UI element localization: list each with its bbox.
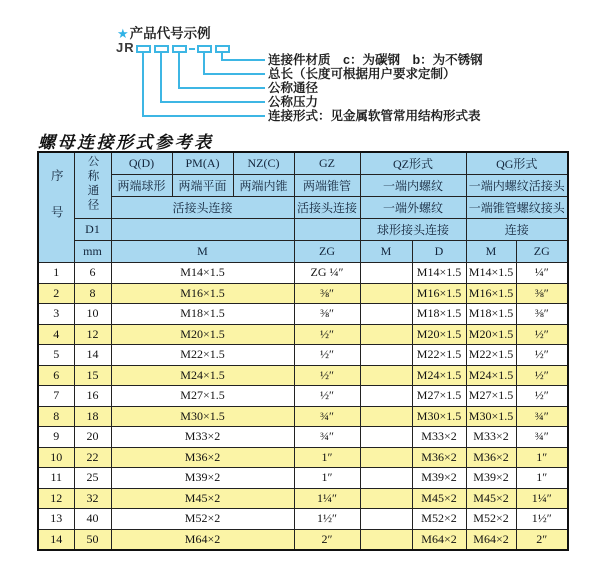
connector-line (203, 73, 265, 75)
header-code-gz: GZ (294, 152, 360, 175)
cell-qz-d: M45×2 (412, 488, 466, 509)
cell-m: M45×2 (111, 488, 294, 509)
cell-zg: ¾″ (294, 406, 360, 427)
cell-qg-zg: 2″ (516, 529, 568, 550)
header-code-qd: Q(D) (111, 152, 172, 175)
cell-qg-m: M30×1.5 (466, 406, 516, 427)
cell-dn: 20 (74, 427, 111, 448)
header-code-qg: QG形式 (466, 152, 568, 175)
header-desc-qz: 一端内螺纹 (360, 175, 466, 197)
header-union-left: 活接头连接 (111, 197, 294, 219)
header-row-joint (38, 197, 568, 219)
code-box-5 (215, 45, 230, 53)
cell-no: 11 (38, 468, 74, 489)
header-mm: mm (74, 241, 111, 263)
cell-zg: 1½″ (294, 509, 360, 530)
cell-m: M27×1.5 (111, 386, 294, 407)
cell-zg: 2″ (294, 529, 360, 550)
code-box-3 (172, 45, 187, 53)
cell-m: M52×2 (111, 509, 294, 530)
header-blank-gz (294, 219, 360, 241)
cell-qz-m (360, 324, 412, 345)
header-desc-qd: 两端球形 (111, 175, 172, 197)
label-connection-type: 连接形式：见金属软管常用结构形式表 (268, 109, 481, 123)
cell-qg-zg: 1″ (516, 468, 568, 489)
code-box-4 (197, 45, 212, 53)
header-row-codes (38, 152, 568, 175)
cell-zg: ⅜″ (294, 283, 360, 304)
table-row (38, 304, 568, 325)
cell-qg-m: M22×1.5 (466, 345, 516, 366)
cell-zg: ½″ (294, 386, 360, 407)
cell-qg-m: M14×1.5 (466, 263, 516, 284)
cell-qg-m: M64×2 (466, 529, 516, 550)
cell-m: M30×1.5 (111, 406, 294, 427)
header-desc-qg: 一端内螺纹活接头 (466, 175, 568, 197)
table-row (38, 529, 568, 550)
cell-m: M22×1.5 (111, 345, 294, 366)
table-row (38, 386, 568, 407)
header-desc-gz: 两端锥管 (294, 175, 360, 197)
cell-dn: 6 (74, 263, 111, 284)
cell-no: 4 (38, 324, 74, 345)
table-row (38, 447, 568, 468)
cell-qz-d: M20×1.5 (412, 324, 466, 345)
cell-no: 2 (38, 283, 74, 304)
cell-qz-m (360, 447, 412, 468)
cell-qg-m: M16×1.5 (466, 283, 516, 304)
cell-qz-m (360, 509, 412, 530)
header-code-qz: QZ形式 (360, 152, 466, 175)
cell-qz-d: M22×1.5 (412, 345, 466, 366)
cell-no: 5 (38, 345, 74, 366)
cell-qg-m: M52×2 (466, 509, 516, 530)
cell-no: 6 (38, 365, 74, 386)
cell-zg: ZG ¼″ (294, 263, 360, 284)
cell-qg-m: M20×1.5 (466, 324, 516, 345)
cell-zg: ½″ (294, 324, 360, 345)
cell-qz-d: M27×1.5 (412, 386, 466, 407)
table-row (38, 365, 568, 386)
header-unit-m: M (111, 241, 294, 263)
cell-no: 13 (38, 509, 74, 530)
cell-qg-m: M45×2 (466, 488, 516, 509)
code-box-1 (136, 45, 151, 53)
table-row (38, 509, 568, 530)
code-box-2 (154, 45, 169, 53)
cell-qz-d: M36×2 (412, 447, 466, 468)
cell-m: M18×1.5 (111, 304, 294, 325)
code-dash (189, 48, 195, 50)
cell-qz-m (360, 283, 412, 304)
cell-dn: 14 (74, 345, 111, 366)
cell-dn: 40 (74, 509, 111, 530)
cell-dn: 50 (74, 529, 111, 550)
connector-line (221, 59, 265, 61)
cell-qg-m: M27×1.5 (466, 386, 516, 407)
cell-dn: 18 (74, 406, 111, 427)
cell-qz-m (360, 304, 412, 325)
connector-line (142, 115, 265, 117)
label-material: 连接件材质 c：为碳钢 b：为不锈钢 (268, 53, 483, 67)
cell-no: 7 (38, 386, 74, 407)
cell-zg: 1″ (294, 447, 360, 468)
connector-line (142, 53, 144, 116)
cell-qg-m: M24×1.5 (466, 365, 516, 386)
cell-dn: 10 (74, 304, 111, 325)
cell-qz-m (360, 406, 412, 427)
cell-qg-zg: ¾″ (516, 427, 568, 448)
diagram-title-text: 产品代号示例 (129, 26, 211, 41)
table-row (38, 468, 568, 489)
cell-no: 14 (38, 529, 74, 550)
cell-qg-m: M33×2 (466, 427, 516, 448)
header-unit-qg-zg: ZG (516, 241, 568, 263)
header-dn: 公称通径 (74, 152, 111, 219)
connector-line (178, 87, 265, 89)
cell-qz-m (360, 529, 412, 550)
cell-no: 9 (38, 427, 74, 448)
cell-qg-zg: ⅜″ (516, 283, 568, 304)
cell-zg: ½″ (294, 365, 360, 386)
header-unit-qz-m: M (360, 241, 412, 263)
cell-dn: 16 (74, 386, 111, 407)
connector-line (178, 53, 180, 88)
cell-qz-d: M33×2 (412, 427, 466, 448)
table-body (38, 263, 568, 551)
diagram-title (117, 22, 211, 42)
header-qg-taper: 一端锥管螺纹接头 (466, 197, 568, 219)
table-title: 螺母连接形式参考表 (38, 133, 214, 152)
label-nominal-diameter: 公称通径 (268, 81, 319, 95)
cell-qg-zg: ½″ (516, 365, 568, 386)
cell-qz-m (360, 386, 412, 407)
cell-zg: 1¼″ (294, 488, 360, 509)
cell-qg-zg: ½″ (516, 386, 568, 407)
cell-qz-m (360, 263, 412, 284)
header-row-d1 (38, 219, 568, 241)
cell-no: 8 (38, 406, 74, 427)
cell-qg-zg: ¾″ (516, 406, 568, 427)
cell-no: 1 (38, 263, 74, 284)
table-row (38, 488, 568, 509)
cell-qz-d: M64×2 (412, 529, 466, 550)
header-qz-external: 一端外螺纹 (360, 197, 466, 219)
cell-m: M33×2 (111, 427, 294, 448)
header-seq: 序号 (38, 152, 74, 263)
cell-dn: 8 (74, 283, 111, 304)
star-icon: ★ (117, 26, 129, 41)
cell-m: M24×1.5 (111, 365, 294, 386)
cell-qg-m: M39×2 (466, 468, 516, 489)
header-unit-zg: ZG (294, 241, 360, 263)
header-unit-qg-m: M (466, 241, 516, 263)
cell-qz-m (360, 468, 412, 489)
cell-qg-zg: 1½″ (516, 509, 568, 530)
label-total-length: 总长（长度可根据用户要求定制） (268, 67, 456, 81)
cell-no: 10 (38, 447, 74, 468)
cell-qg-zg: ½″ (516, 345, 568, 366)
code-prefix: JR (116, 40, 135, 55)
cell-qg-zg: ¼″ (516, 263, 568, 284)
table-row (38, 427, 568, 448)
connector-line (160, 53, 162, 102)
cell-m: M64×2 (111, 529, 294, 550)
cell-qz-d: M52×2 (412, 509, 466, 530)
cell-qz-d: M30×1.5 (412, 406, 466, 427)
cell-m: M16×1.5 (111, 283, 294, 304)
cell-qz-d: M16×1.5 (412, 283, 466, 304)
header-qg-connect: 连接 (466, 219, 568, 241)
cell-qg-zg: 1″ (516, 447, 568, 468)
header-code-pma: PM(A) (172, 152, 233, 175)
table-row (38, 345, 568, 366)
connector-line (160, 101, 265, 103)
table-row (38, 263, 568, 284)
cell-zg: ¾″ (294, 427, 360, 448)
cell-dn: 12 (74, 324, 111, 345)
header-union-gz: 活接头连接 (294, 197, 360, 219)
cell-dn: 15 (74, 365, 111, 386)
header-qz-ball: 球形接头连接 (360, 219, 466, 241)
cell-qg-zg: ⅜″ (516, 304, 568, 325)
cell-no: 12 (38, 488, 74, 509)
connector-line (203, 53, 205, 74)
cell-dn: 25 (74, 468, 111, 489)
cell-zg: 1″ (294, 468, 360, 489)
table-row (38, 324, 568, 345)
cell-qz-d: M18×1.5 (412, 304, 466, 325)
cell-qz-m (360, 365, 412, 386)
cell-qg-zg: 1¼″ (516, 488, 568, 509)
cell-dn: 32 (74, 488, 111, 509)
cell-qz-d: M14×1.5 (412, 263, 466, 284)
label-nominal-pressure: 公称压力 (268, 95, 319, 109)
header-unit-qz-d: D (412, 241, 466, 263)
nut-connection-table (37, 151, 569, 551)
cell-qz-m (360, 488, 412, 509)
cell-qz-d: M24×1.5 (412, 365, 466, 386)
table-row (38, 406, 568, 427)
cell-qg-m: M18×1.5 (466, 304, 516, 325)
header-blank-m (111, 219, 294, 241)
cell-qz-m (360, 345, 412, 366)
cell-zg: ½″ (294, 345, 360, 366)
cell-qz-m (360, 427, 412, 448)
cell-m: M20×1.5 (111, 324, 294, 345)
cell-m: M36×2 (111, 447, 294, 468)
cell-m: M39×2 (111, 468, 294, 489)
header-desc-pma: 两端平面 (172, 175, 233, 197)
header-code-nzc: NZ(C) (233, 152, 294, 175)
cell-dn: 22 (74, 447, 111, 468)
header-desc-nzc: 两端内锥 (233, 175, 294, 197)
cell-qg-zg: ½″ (516, 324, 568, 345)
header-row-desc (38, 175, 568, 197)
cell-qz-d: M39×2 (412, 468, 466, 489)
table-row (38, 283, 568, 304)
cell-no: 3 (38, 304, 74, 325)
cell-m: M14×1.5 (111, 263, 294, 284)
cell-zg: ⅜″ (294, 304, 360, 325)
header-d1: D1 (74, 219, 111, 241)
header-row-units (38, 241, 568, 263)
cell-qg-m: M36×2 (466, 447, 516, 468)
